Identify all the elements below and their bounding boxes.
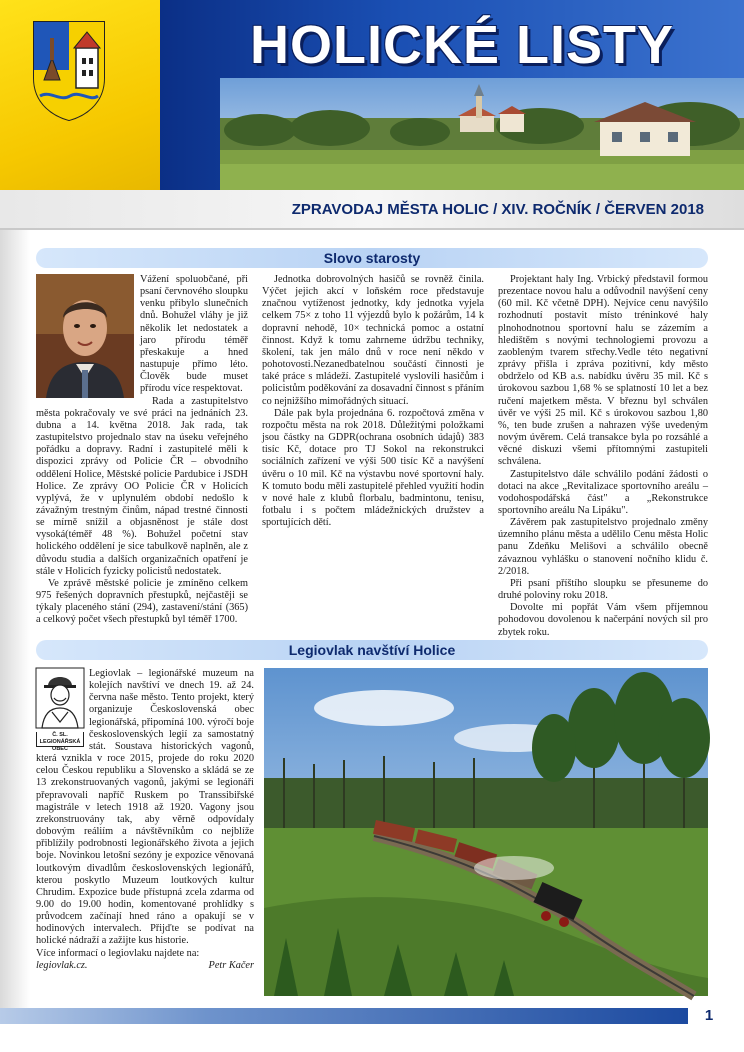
section-heading-mayor: Slovo starosty [36, 248, 708, 268]
mayor-paragraph: Rada a zastupitelstvo města pokračovaly ve své práci na jednáních 23. dubna a 14. května 2018. Jak rada, tak zastupitelstvo projednalo stav na úseku veřejného pořádku a dopravy. Radní i zastupitelé měli k dispozici zprávy od Policie ČR – obvodního oddělení Holice, Městské policie Pardubice i JSDH Holice. Ze zprávy OO Policie ČR v Holicích vyplývá, že v uplynulém období nedošlo k závažným trestným činům, nápad trestné činnosti se mírně snížil a objasněnost je stále dost vysoká(téměř 48 %). Bohužel početní stav holického oddělení je sice tabulkově naplněn, ale z důvodu studia a dalších organizačních opatření je stále v Holicích fyzicky policistů nedostatek. [36, 395, 248, 577]
mayor-paragraph: Projektant haly Ing. Vrbický představil formou prezentace novou halu a odůvodnil navýšení ceny (60 mil. Kč včetně DPH). Nejvíce cenu navýšilo rozhodnutí postavit místo tréninkové haly plnohodnotnou sportovní halu se zázemím a hledištěm s novými technologiemi provozu a zaobleným tvarem střechy.Vedle této negativní zprávy přišla i zpráva pozitivní, kdy město obdrželo od KB a.s. nabídku úvěru 35 mil. Kč s úrokovou sazbou 1,68 % se splatností 10 let a bez ručení majetkem města. V březnu byl schválen úvěr ve výši 25 mil. Kč s úrokovou sazbou 1,80 %, ten bude zrušen a nahrazen výše uvedeným novým úvěrem. Celá transakce byla po rozsáhlé a věcné diskuzi všemi přítomnými zastupiteli schválena. [498, 274, 708, 468]
mayor-paragraph: Dovolte mi popřát Vám všem příjemnou pohodovou dovolenou k načerpání nových sil pro zbytek roku. [498, 602, 708, 638]
more-info [36, 948, 254, 960]
page-number: 1 [704, 1007, 714, 1024]
link-line [36, 960, 254, 972]
legion-logo [36, 668, 84, 753]
town-crest-icon [30, 18, 108, 122]
mayor-paragraph: Při psaní příštího sloupku se přesuneme do druhé poloviny roku 2018. [498, 577, 708, 602]
masthead-subtitle: ZPRAVODAJ MĚSTA HOLIC / XIV. ROČNÍK / ČERVEN 2018 [291, 201, 704, 218]
legionnaire-icon [36, 668, 84, 728]
legiovlak-column [36, 668, 254, 1002]
margin-shade [0, 230, 30, 1010]
mayor-portrait-photo [36, 274, 134, 398]
author-signature: Petr Kačer [208, 959, 254, 971]
mayor-column-1 [36, 274, 248, 632]
legiovlak-link[interactable]: legiovlak.cz. [36, 959, 88, 971]
mayor-paragraph: Závěrem pak zastupitelstvo projednalo změny územního plánu města a udělilo Cenu města Holic panu Zdeňku Melišovi a schválilo obecně závaznou vyhlášku o stanovení nočního klidu č. 2/2018. [498, 517, 708, 577]
mayor-paragraph: Zastupitelstvo dále schválilo podání žádosti o dotaci na akce „Revitalizace sportovního areálu – vodohospodářská část" a „Rekonstrukce sportovního areálu Na Lipáku". [498, 468, 708, 516]
footer-bar [0, 1008, 688, 1024]
mayor-paragraph: Vážení spoluobčané, při psaní červnového sloupku venku přibylo slunečních dnů. Bohužel vláhy je již několik let nedostatek a jaro přírodu téměř přeskakuje a hned nastupuje přímo léto. Člověk bude muset přírodu více respektovat. [140, 274, 248, 395]
legiovlak-train-photo [264, 668, 708, 996]
masthead-title: HOLICKÉ LISTY [250, 15, 675, 75]
mayor-paragraph: Ve zprávě městské policie je zmíněno celkem 975 řešených dopravních přestupků, nejčastěji se týkaly placeného stání (294), zastavení/stání (365) a celkový počet všech přestupků byl téměř 1700. [36, 577, 248, 626]
section-heading-legiovlak: Legiovlak navštíví Holice [36, 640, 708, 660]
mayor-column-3 [498, 274, 708, 638]
logo-text: Č. SL. LEGIONÁŘSKÁ OBEC [36, 732, 84, 747]
mayor-paragraph: Jednotka dobrovolných hasičů se rovněž činila. Výčet jejich akcí v loňském roce představuje značnou vytíženost jednotky, kdy jednotka vyjela celkem 75× z toho 11 výjezdů bylo k požárům, 14 k dopravní nehodě, 10× technická pomoc a ostatní činnost. Když k tomu zahrneme údržbu techniky, školení, tak jen málo dnů v roce není někdo v pohotovosti.Nezanedbatelnou součástí činnosti je také práce s mládeží. Zastupitelé vyslovili hasičům i policistům poděkování za dosavadní činnost s přáním co nejnižšího mimořádných situací. [262, 274, 484, 407]
divider [0, 228, 744, 230]
mayor-paragraph: Dále pak byla projednána 6. rozpočtová změna v rozpočtu města na rok 2018. Důležitými položkami jsou částky na GDPR(ochrana osobních údajů) 383 tisíc Kč, dotace pro TJ Sokol na rekonstrukci sociálních zařízení ve výši 500 tisíc Kč a navýšení úvěru o 10 mil. Kč na výstavbu nové sportovní haly. K tomuto bodu měli zastupitelé přehled využití hodin v nové hale z klubů florbalu, badmintonu, tenisu, fotbalu i s počtem mládežnických družstev a sportujících dětí. [262, 407, 484, 529]
legiovlak-body: Legiovlak – legionářské muzeum na kolejích navštíví ve dnech 19. až 24. června naše město. Tento projekt, který organizuje Československá obec legionářská, připomíná 100. výročí boje československých legií za samostatný stát. Soustava historických vagonů, která vznikla v roce 2015, projede do roku 2020 celou Českou republiku a Slovensko a skládá se ze 13 zrekonstruovaných vagonů, jakými se legionáři přepravovali napříč Ruskem po Transsibiřské magistrále v letech 1918 až 1920. Vagony jsou zrekonstruovány tak, aby věrně odpovídaly dobovým reáliím a návštěvníkům co nejblíže přiblížily podrobnosti legionářského života a jejich boje. Novinkou letošní sezóny je expozice věnovaná loutkovým divadlům československých legionářů, kterou poskytlo Muzeum loutkových kultur Chrudim. Expozice bude přístupná zcela zdarma od 9.00 do 19.00 hodin, komentované prohlídky s průvodcem začínají hned ráno a opakují se v hodinových intervalech. Přijďte se podívat na holické nádraží a zažijte kus historie. [36, 668, 254, 947]
town-panorama-photo [220, 78, 744, 190]
more-info-text: Více informací o legiovlaku najdete na: [36, 947, 200, 959]
mayor-column-2 [262, 274, 484, 632]
